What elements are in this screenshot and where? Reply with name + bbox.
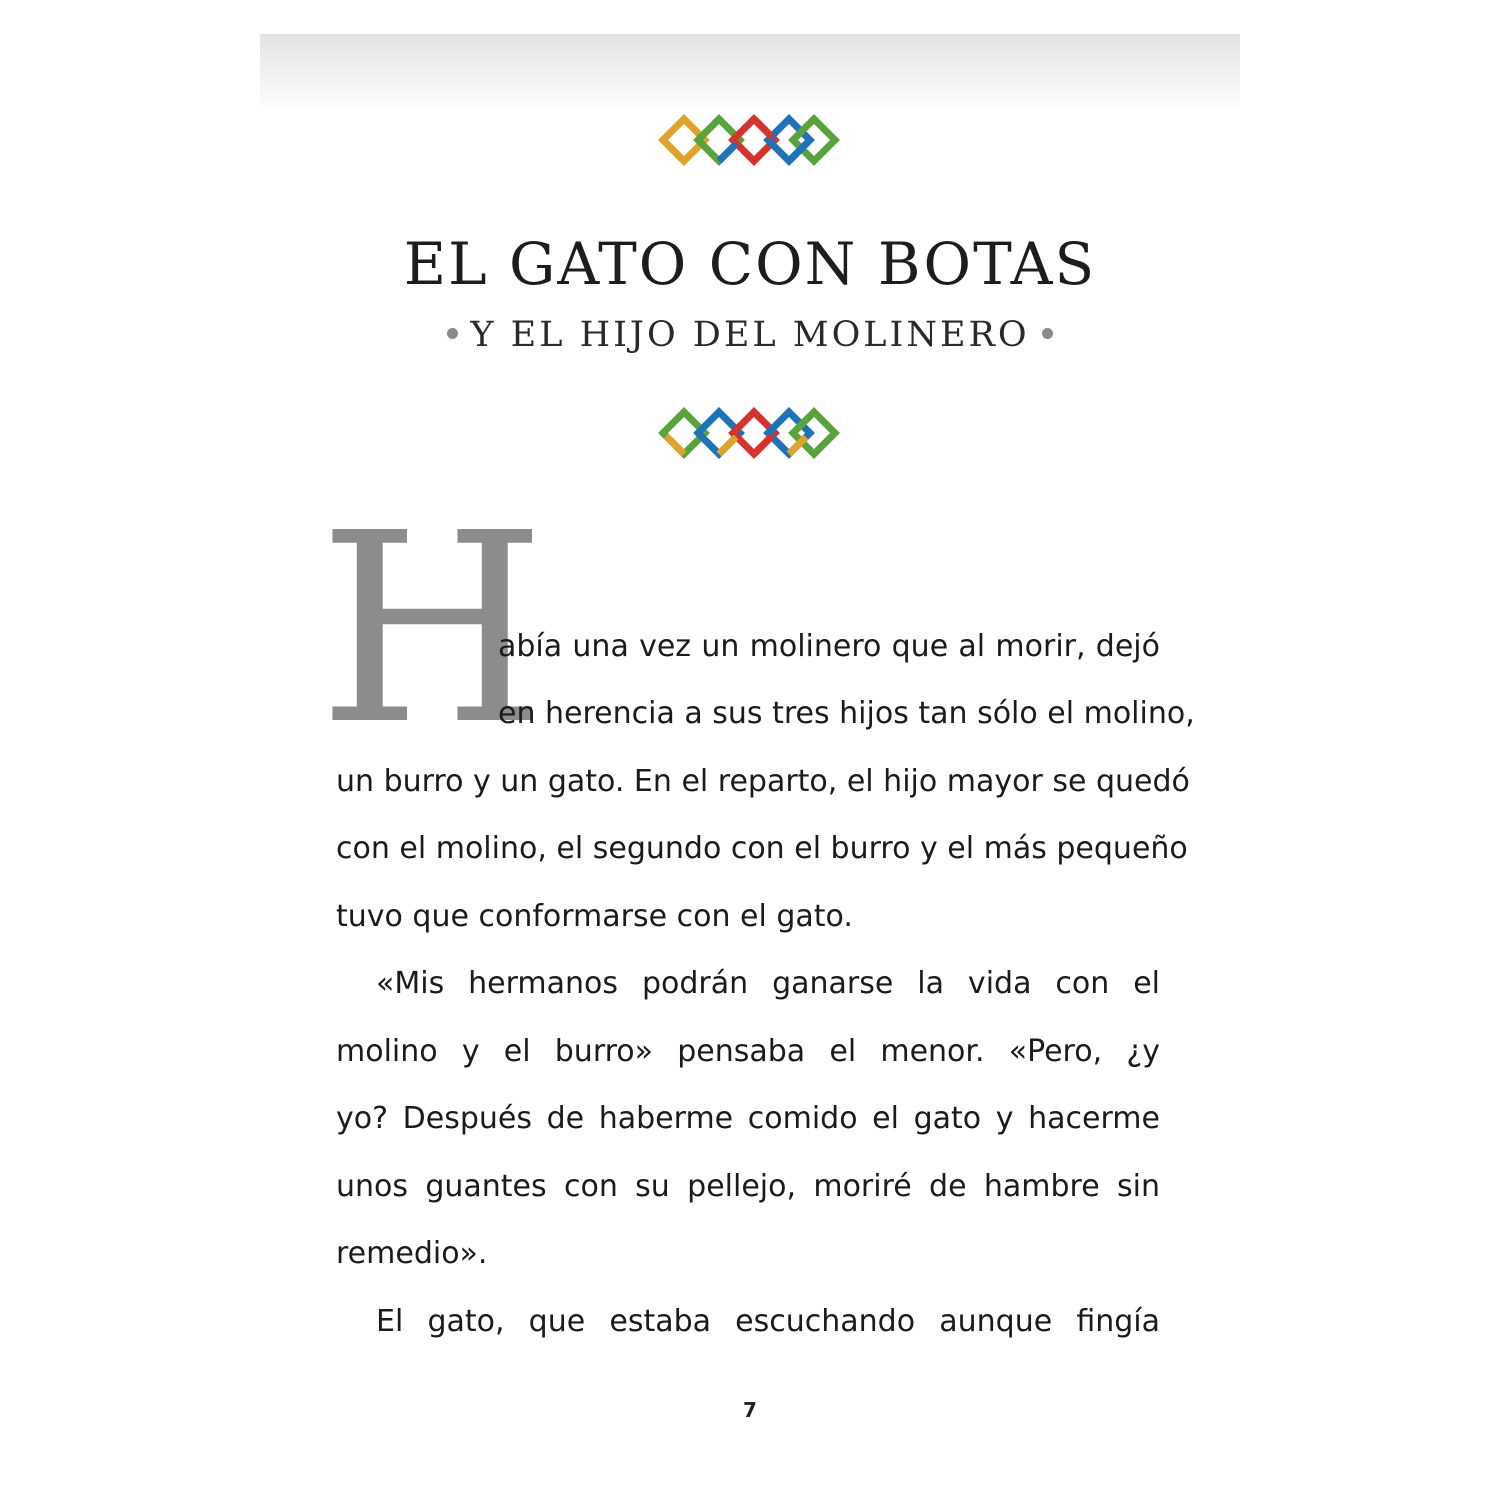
story-title: EL GATO CON BOTAS (403, 230, 1097, 298)
body-line-5: tuvo que conformarse con el gato. (336, 899, 853, 934)
body-line-8: yo? Después de haberme comido el gato y hacerme (336, 1101, 1160, 1136)
body-line-3: un burro y un gato. En el reparto, el hijo mayor se quedó (336, 764, 1190, 799)
body-line-4: con el molino, el segundo con el burro y el más pequeño (336, 831, 1188, 866)
body-line-6: «Mis hermanos podrán ganarse la vida con el (376, 966, 1160, 1001)
story-subtitle (260, 311, 1240, 359)
body-line-1: abía una vez un molinero que al morir, dejó (498, 629, 1160, 664)
body-line-7: molino y el burro» pensaba el menor. «Pero, ¿y (336, 1034, 1160, 1069)
body-line-10: remedio». (336, 1236, 488, 1271)
body-line-9: unos guantes con su pellejo, moriré de hambre sin (336, 1169, 1160, 1204)
subtitle-text: Y EL HIJO DEL MOLINERO (470, 315, 1030, 355)
body-line-11: El gato, que estaba escuchando aunque fingía (376, 1304, 1160, 1339)
body-line-2: en herencia a sus tres hijos tan sólo el molino, (498, 696, 1195, 731)
bullet-dot-left (447, 328, 458, 339)
page-top-shadow (260, 34, 1240, 114)
diamond-chain-ornament-bottom (656, 404, 842, 462)
page-number: 7 (743, 1398, 757, 1422)
drop-cap: H (318, 477, 547, 782)
diamond-chain-ornament-top (656, 111, 842, 169)
bullet-dot-right (1042, 328, 1053, 339)
